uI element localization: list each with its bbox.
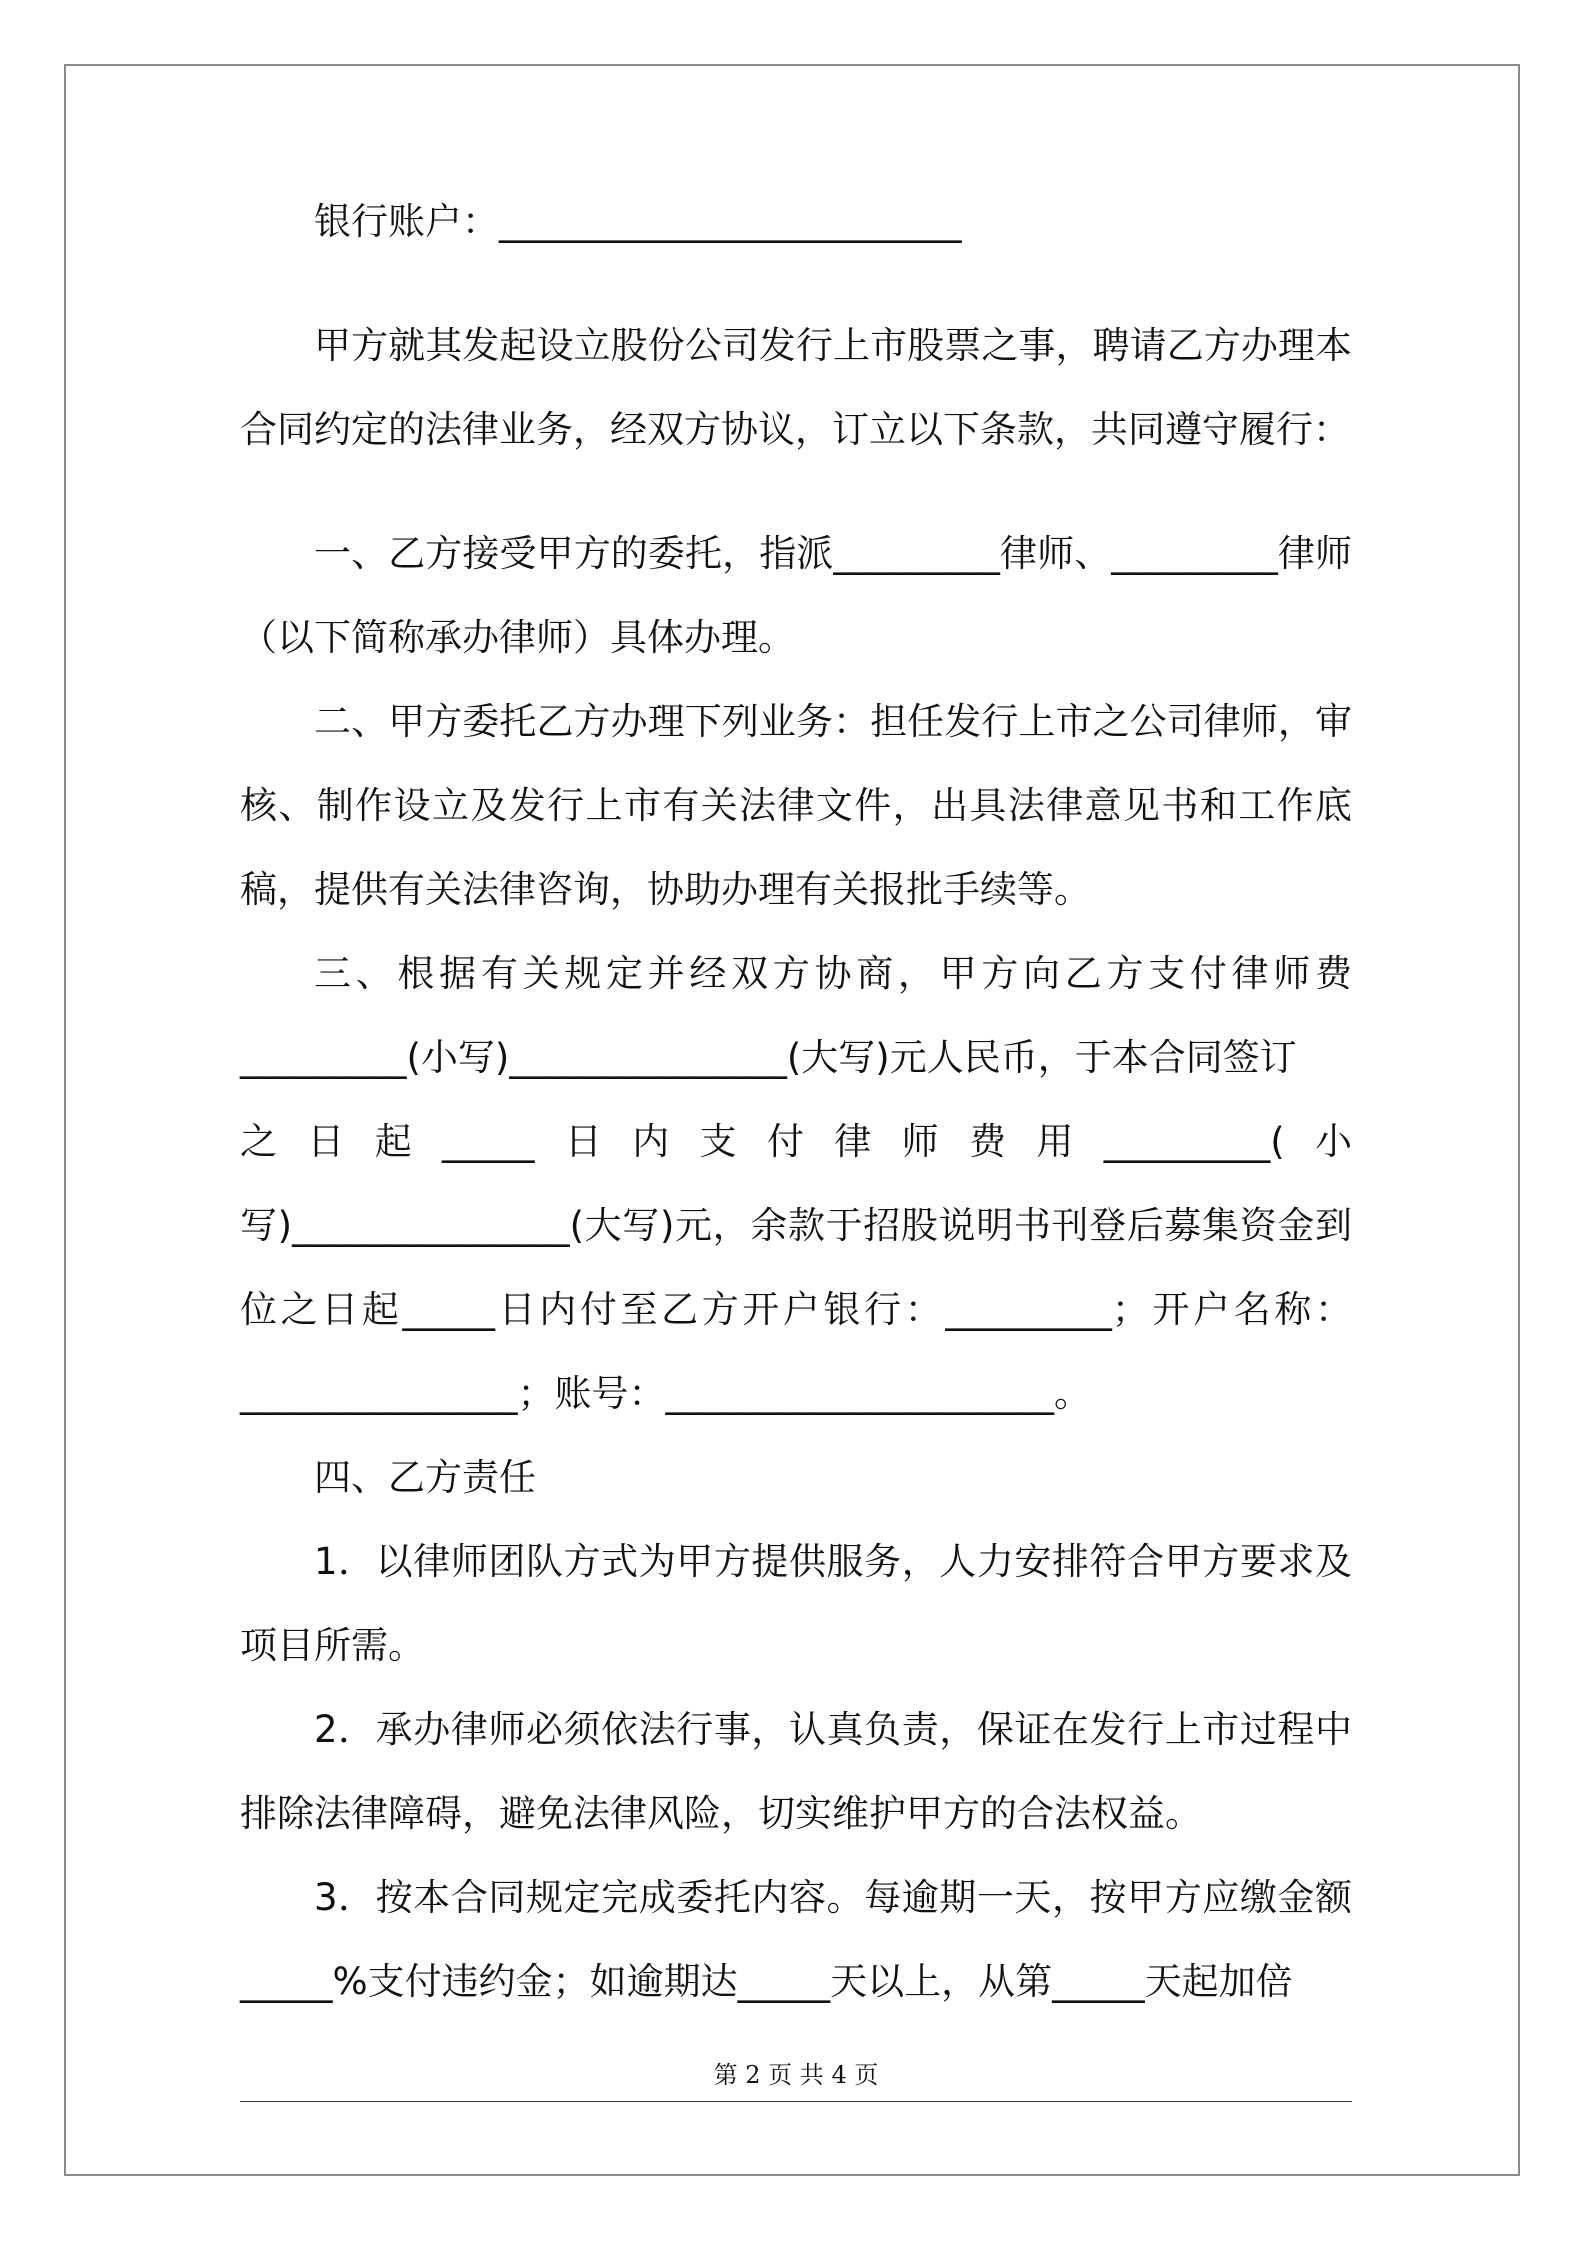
clause-1-paragraph: 一、乙方接受甲方的委托，指派_________律师、_________律师（以下简称承办律师）具体办理。 [240,532,1352,659]
document-body [240,180,1352,2024]
clause-3-paragraph: 三、根据有关规定并经双方协商，甲方向乙方支付律师费_________(小写)_______________(大写)元人民币，于本合同签订 [240,952,1352,1079]
item-1-paragraph: 1．以律师团队方式为甲方提供服务，人力安排符合甲方要求及项目所需。 [240,1540,1352,1667]
footer-divider [240,2101,1352,2102]
clause-3-continued: 写)_______________(大写)元，余款于招股说明书刊登后募集资金到位之日起_____日内付至乙方开户银行：_________；开户名称：_______________；账号：_____________________。 [240,1204,1352,1415]
clause-3-spaced-line: 之日起_____日内支付律师费用_________(小 [240,1120,1352,1163]
clause-2-paragraph: 二、甲方委托乙方办理下列业务：担任发行上市之公司律师，审核、制作设立及发行上市有关法律文件，出具法律意见书和工作底稿，提供有关法律咨询，协助办理有关报批手续等。 [240,700,1352,911]
bank-account-line: 银行账户：_________________________ [314,200,962,243]
section-4-heading: 四、乙方责任 [314,1456,536,1499]
item-3-paragraph: 3．按本合同规定完成委托内容。每逾期一天，按甲方应缴金额_____%支付违约金；如逾期达_____天以上，从第_____天起加倍 [240,1876,1352,2003]
preamble-paragraph: 甲方就其发起设立股份公司发行上市股票之事，聘请乙方办理本合同约定的法律业务，经双方协议，订立以下条款，共同遵守履行： [240,324,1352,451]
page-number: 第 2 页 共 4 页 [713,2061,879,2089]
item-2-paragraph: 2．承办律师必须依法行事，认真负责，保证在发行上市过程中排除法律障碍，避免法律风险，切实维护甲方的合法权益。 [240,1708,1352,1835]
